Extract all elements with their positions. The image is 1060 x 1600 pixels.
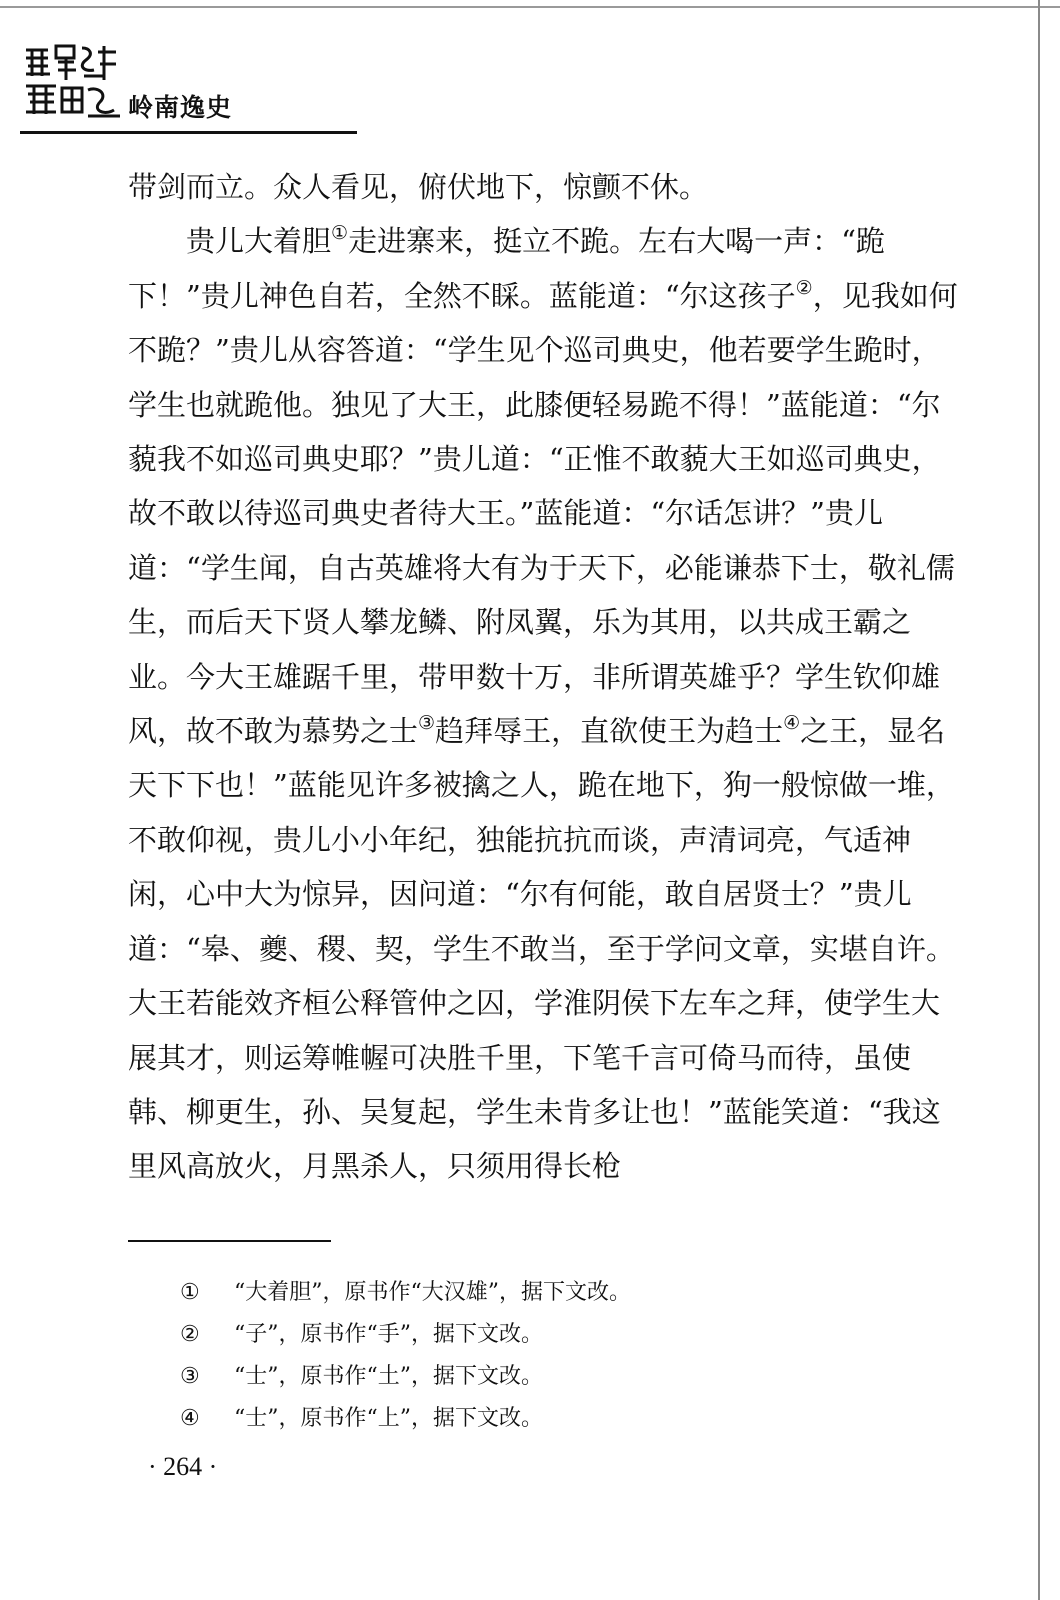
footnote-text: “士”，原书作“土”，据下文改。 [234, 1364, 543, 1389]
footnote-mark: ④ [180, 1406, 200, 1431]
seal-logo-icon [22, 40, 126, 124]
footnote-ref-1: ① [331, 222, 349, 245]
text-segment: 走进寨来，挺立不跪。左右大喝一声：“跪下！”贵儿神色自若，全然不睬。蓝能道：“尔这孩子 [128, 224, 885, 313]
page-number: · 264 · [148, 1452, 218, 1481]
text-segment: 趋拜辱王，直欲使王为趋士 [435, 714, 784, 749]
footnote-text: “子”，原书作“手”，据下文改。 [234, 1322, 543, 1347]
page-top-edge [0, 0, 1060, 8]
footnote-item [180, 1356, 960, 1398]
footnote-ref-3: ③ [418, 712, 436, 735]
footnote-mark: ① [180, 1280, 200, 1305]
footnote-item [180, 1272, 960, 1314]
text-segment: 之王，显名天下下也！”蓝能见许多被擒之人，跪在地下，狗一般惊做一堆，不敢仰视，贵儿小小年纪，独能抗抗而谈，声清词亮，气适神闲，心中大为惊异，因问道：“尔有何能，敢自居贤士？”贵儿道：“皋、夔、稷、契，学生不敢当，至于学问文章，实堪自许。大王若能效齐桓公释管仲之囚，学淮阴侯下左车之拜，使学生大展其才，则运筹帷幄可决胜千里，下笔千言可倚马而待，虽使韩、柳更生，孙、吴复起，学生未肯多让也！”蓝能笑道：“我这里风高放火，月黑杀人，只须用得长枪 [128, 714, 955, 1184]
footnote-item [180, 1314, 960, 1356]
page-right-edge [1038, 0, 1040, 1600]
footnote-text: “士”，原书作“上”，据下文改。 [234, 1406, 543, 1431]
book-title: 岭南逸史 [128, 93, 233, 122]
text-segment: ，见我如何不跪？”贵儿从容答道：“学生见个巡司典史，他若要学生跪时，学生也就跪他。独见了大王，此膝便轻易跪不得！”蓝能道：“尔藐我不如巡司典史耶？”贵儿道：“正惟不敢藐大王如巡司典史，故不敢以待巡司典史者待大王。”蓝能道：“尔话怎讲？”贵儿道：“学生闻，自古英雄将大有为于天下，必能谦恭下士，敬礼儒生，而后天下贤人攀龙鳞、附凤翼，乐为其用，以共成王霸之业。今大王雄踞千里，带甲数十万，非所谓英雄乎？学生钦仰雄风，故不敢为慕势之士 [128, 278, 958, 749]
footnote-mark: ② [180, 1322, 200, 1347]
footnote-ref-4: ④ [783, 712, 801, 735]
paragraph-1-text: 带剑而立。众人看见，俯伏地下，惊颤不休。 [128, 170, 709, 204]
footnote-ref-2: ② [795, 276, 813, 299]
text-segment: 贵儿大着胆 [186, 224, 332, 259]
footnotes [180, 1272, 960, 1440]
header-rule [20, 131, 357, 134]
footnote-mark: ③ [180, 1364, 200, 1389]
paragraph-2 [128, 214, 958, 1193]
paragraph-1 [128, 160, 958, 214]
body-text [128, 160, 958, 1194]
footnote-rule [128, 1240, 331, 1242]
footnote-text: “大着胆”，原书作“大汉雄”，据下文改。 [234, 1280, 631, 1305]
footnote-item [180, 1398, 960, 1440]
